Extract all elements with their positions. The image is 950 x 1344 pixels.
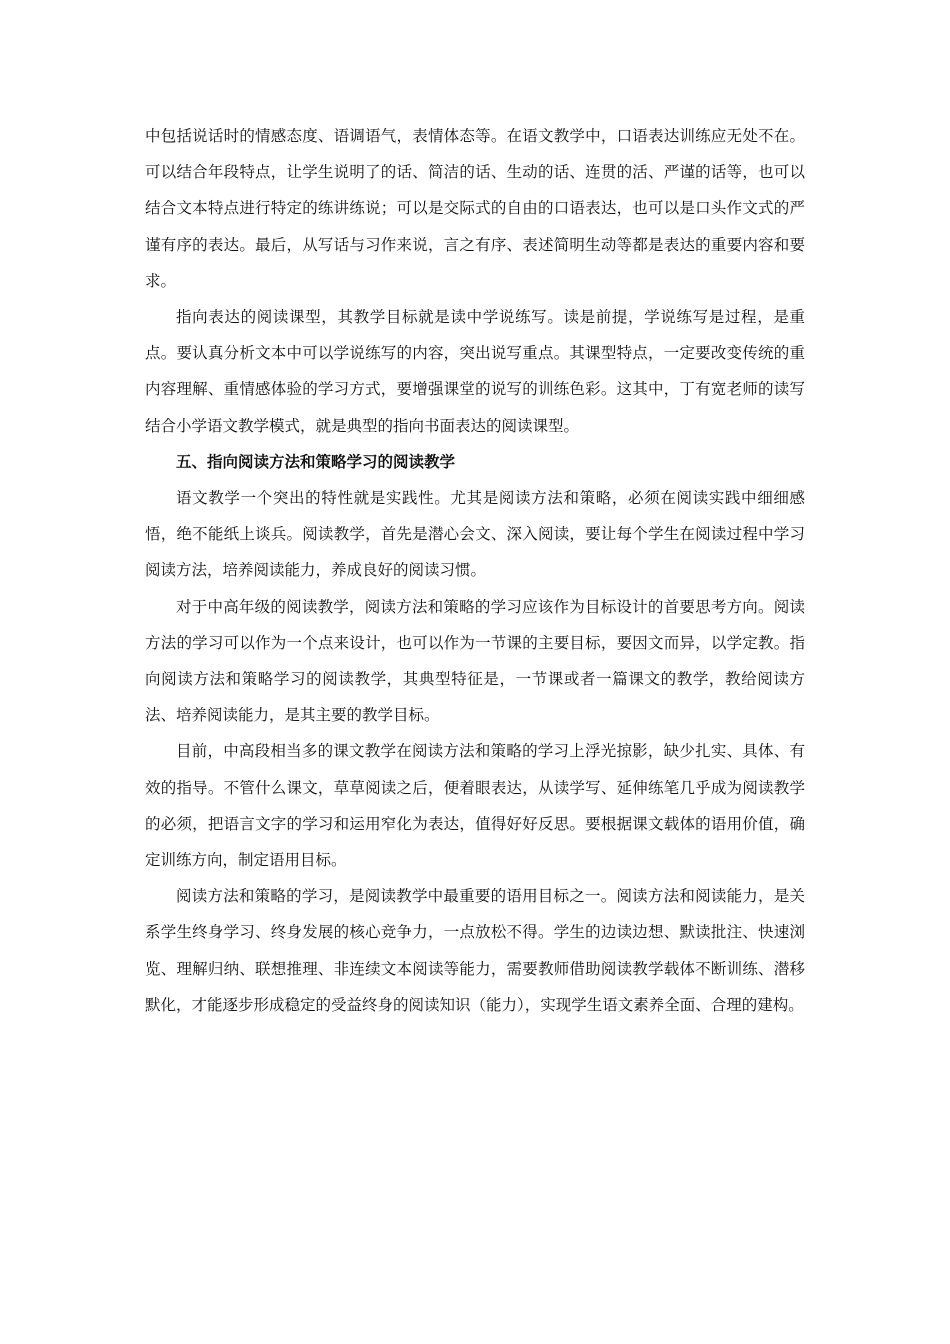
section-heading-5: 五、指向阅读方法和策略学习的阅读教学 bbox=[176, 452, 456, 471]
paragraph-oral-expression: 中包括说话时的情感态度、语调语气，表情体态等。在语文教学中，口语表达训练应无处不在。可以结合年段特点，让学生说明了的话、简洁的话、生动的话、连贯的活、严谨的话等，也可以结合文本特点进行特定的练讲练说；可以是交际式的自由的口语表达，也可以是口头作文式的严谨有序的表达。最后，从写话与习作来说，言之有序、表述简明生动等都是表达的重要内容和要求。 bbox=[145, 127, 805, 290]
paragraph-upper-grades: 对于中高年级的阅读教学，阅读方法和策略的学习应该作为目标设计的首要思考方向。阅读方法的学习可以作为一个点来设计，也可以作为一节课的主要目标，要因文而异，以学定教。指向阅读方法和策略学习的阅读教学，其典型特征是，一节课或者一篇课文的教学，教给阅读方法、培养阅读能力，是其主要的教学目标。 bbox=[145, 597, 805, 725]
paragraph-reading-strategy-goal: 阅读方法和策略的学习，是阅读教学中最重要的语用目标之一。阅读方法和阅读能力，是关系学生终身学习、终身发展的核心竞争力，一点放松不得。学生的边读边想、默读批注、快速浏览、理解归纳、联想推理、非连续文本阅读等能力，需要教师借助阅读教学载体不断训练、潜移默化，才能逐步形成稳定的受益终身的阅读知识（能力），实现学生语文素养全面、合理的建构。 bbox=[145, 887, 805, 1014]
document-body bbox=[145, 118, 805, 1023]
paragraph-current-problems: 目前，中高段相当多的课文教学在阅读方法和策略的学习上浮光掠影，缺少扎实、具体、有效的指导。不管什么课文，草草阅读之后，便着眼表达，从读学写、延伸练笔几乎成为阅读教学的必须，把语言文字的学习和运用窄化为表达，值得好好反思。要根据课文载体的语用价值，确定训练方向，制定语用目标。 bbox=[145, 742, 805, 870]
paragraph-practicality: 语文教学一个突出的特性就是实践性。尤其是阅读方法和策略，必须在阅读实践中细细感悟，绝不能纸上谈兵。阅读教学，首先是潜心会文、深入阅读，要让每个学生在阅读过程中学习阅读方法，培养阅读能力，养成良好的阅读习惯。 bbox=[145, 489, 805, 580]
paragraph-expression-lesson-type: 指向表达的阅读课型，其教学目标就是读中学说练写。读是前提，学说练写是过程，是重点。要认真分析文本中可以学说练写的内容，突出说写重点。其课型特点，一定要改变传统的重内容理解、重情感体验的学习方式，要增强课堂的说写的训练色彩。这其中，丁有宽老师的读写结合小学语文教学模式，就是典型的指向书面表达的阅读课型。 bbox=[145, 308, 805, 435]
